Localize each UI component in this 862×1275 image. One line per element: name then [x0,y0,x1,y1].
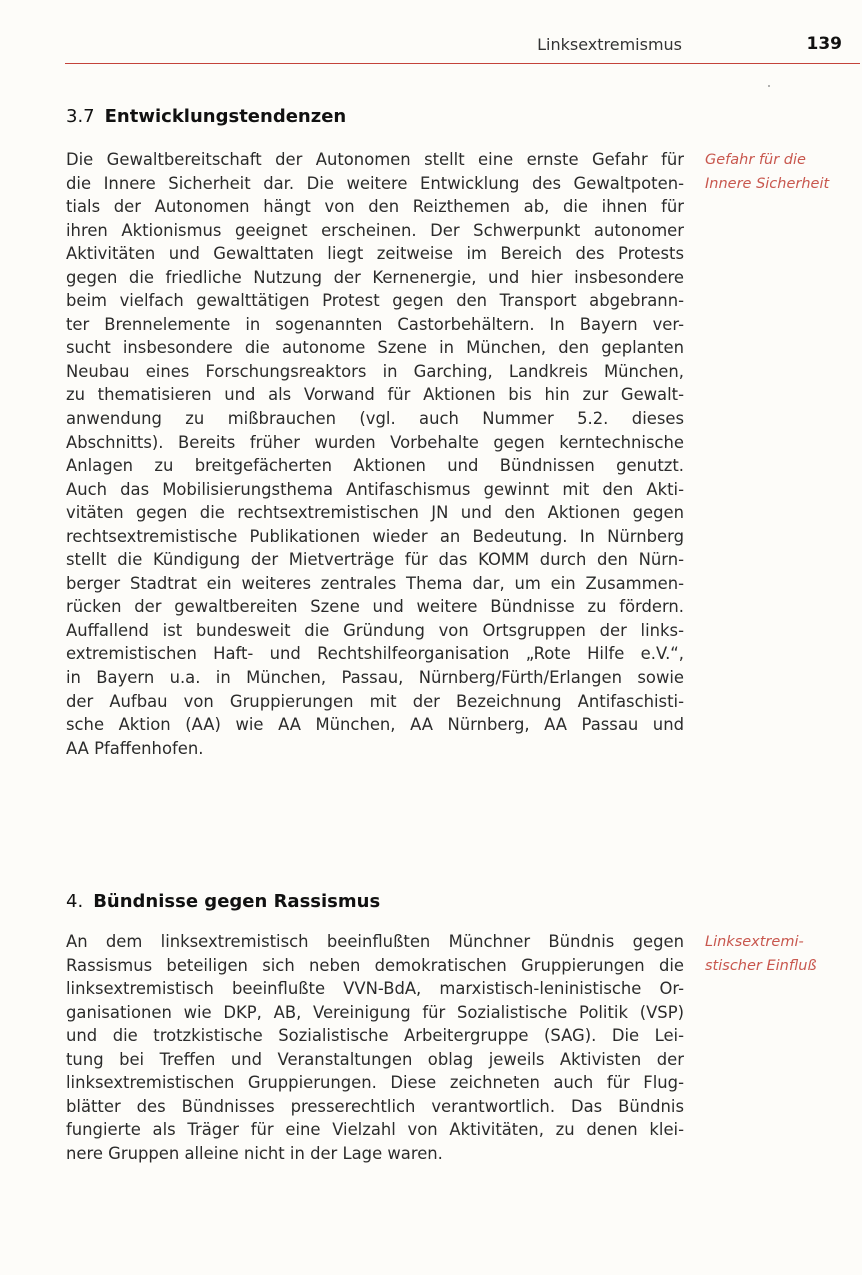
running-title: Linksextremismus [537,35,682,54]
body-paragraph-3-7 [66,148,684,760]
margin-note-line: Linksextremi- [705,934,804,950]
text-line: zu thematisieren und als Vorwand für Aktionen bis hin zur Gewalt- [66,385,684,405]
text-line: extremistischen Haft- und Rechtshilfeorganisation „Rote Hilfe e.V.“, [66,644,684,664]
text-line: anwendung zu mißbrauchen (vgl. auch Nummer 5.2. dieses [66,409,684,429]
text-line: rechtsextremistische Publikationen wieder an Bedeutung. In Nürnberg [66,526,684,546]
body-paragraph-4 [66,930,684,1165]
margin-note-line: Innere Sicherheit [705,175,830,192]
text-line: linksextremistisch beeinflußte VVN-BdA, marxistisch-leninistische Or- [66,979,684,999]
text-line: rücken der gewaltbereiten Szene und weitere Bündnisse zu fördern. [66,597,684,617]
text-line: tials der Autonomen hängt von den Reizthemen ab, die ihnen für [66,197,684,217]
text-line: linksextremistischen Gruppierungen. Diese zeichneten auch für Flug- [66,1073,684,1093]
text-line: Rassismus beteiligen sich neben demokratischen Gruppierungen die [66,955,684,975]
section-heading-3-7 [66,106,346,127]
text-line: der Aufbau von Gruppierungen mit der Bezeichnung Antifaschisti- [66,691,684,711]
text-line: ganisationen wie DKP, AB, Vereinigung für Sozialistische Politik (VSP) [66,1002,684,1022]
header-rule [65,63,860,64]
text-line: blätter des Bündnisses presserechtlich verantwortlich. Das Bündnis [66,1096,684,1116]
text-line: Aktivitäten und Gewalttaten liegt zeitweise im Bereich des Protests [66,244,684,264]
section-number: 3.7 [66,106,95,127]
text-line: stellt die Kündigung der Mietverträge für das KOMM durch den Nürn- [66,550,684,570]
text-line: beim vielfach gewalttätigen Protest gegen den Transport abgebrann- [66,291,684,311]
text-line: gegen die friedliche Nutzung der Kernenergie, und hier insbesondere [66,267,684,287]
text-line: sucht insbesondere die autonome Szene in München, den geplanten [66,338,684,358]
text-line: in Bayern u.a. in München, Passau, Nürnberg/Fürth/Erlangen sowie [66,668,684,688]
margin-note-gefahr [705,149,855,196]
text-line: nere Gruppen alleine nicht in der Lage waren. [66,1143,443,1163]
text-line: ter Brennelemente in sogenannten Castorbehältern. In Bayern ver- [66,314,684,334]
text-line: tung bei Treffen und Veranstaltungen oblag jeweils Aktivisten der [66,1049,684,1069]
text-line: sche Aktion (AA) wie AA München, AA Nürnberg, AA Passau und [66,715,684,735]
section-title: Entwicklungstendenzen [104,106,347,127]
text-line: ihren Aktionismus geeignet erscheinen. Der Schwerpunkt autonomer [66,220,684,240]
text-line: An dem linksextremistisch beeinflußten Münchner Bündnis gegen [66,932,684,951]
text-line: Auch das Mobilisierungsthema Antifaschismus gewinnt mit den Akti- [66,479,684,499]
text-line: fungierte als Träger für eine Vielzahl von Aktivitäten, zu denen klei- [66,1120,684,1140]
text-line: AA Pfaffenhofen. [66,738,204,758]
margin-note-einfluss [705,931,855,978]
text-line: Auffallend ist bundesweit die Gründung von Ortsgruppen der links- [66,620,684,640]
section-number: 4. [66,891,84,912]
text-line: Anlagen zu breitgefächerten Aktionen und Bündnissen genutzt. [66,456,684,476]
section-heading-4 [66,891,380,912]
text-line: Abschnitts). Bereits früher wurden Vorbehalte gegen kerntechnische [66,432,684,452]
margin-note-line: stischer Einfluß [705,957,817,974]
margin-note-line: Gefahr für die [705,152,806,168]
text-line: die Innere Sicherheit dar. Die weitere Entwicklung des Gewaltpoten- [66,173,684,193]
text-line: vitäten gegen die rechtsextremistischen JN und den Aktionen gegen [66,503,684,523]
text-line: und die trotzkistische Sozialistische Arbeitergruppe (SAG). Die Lei- [66,1026,684,1046]
text-line: Die Gewaltbereitschaft der Autonomen stellt eine ernste Gefahr für [66,150,684,169]
text-line: berger Stadtrat ein weiteres zentrales Thema dar, um ein Zusammen- [66,573,684,593]
scan-speck [768,85,770,87]
section-title: Bündnisse gegen Rassismus [93,891,381,912]
page-number: 139 [806,34,842,54]
text-line: Neubau eines Forschungsreaktors in Garching, Landkreis München, [66,361,684,381]
